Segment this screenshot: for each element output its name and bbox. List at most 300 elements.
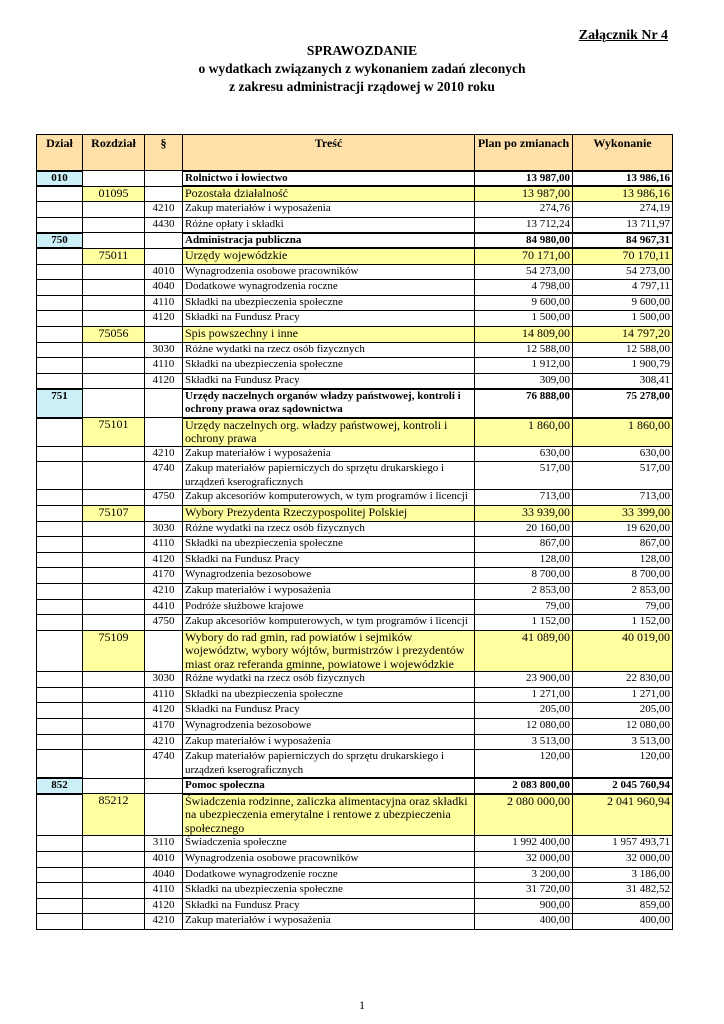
cell-wykonanie: 205,00 bbox=[573, 703, 673, 719]
table-row bbox=[37, 389, 673, 418]
cell-wykonanie: 3 186,00 bbox=[573, 867, 673, 883]
cell-tresc: Wynagrodzenia osobowe pracowników bbox=[183, 851, 475, 867]
table-row bbox=[37, 446, 673, 462]
cell-dzial bbox=[37, 734, 83, 750]
cell-dzial bbox=[37, 836, 83, 852]
cell-paragraf: 4040 bbox=[145, 867, 183, 883]
cell-wykonanie: 40 019,00 bbox=[573, 630, 673, 672]
cell-tresc: Podróże służbowe krajowe bbox=[183, 599, 475, 615]
table-row bbox=[37, 630, 673, 672]
table-row bbox=[37, 687, 673, 703]
cell-rozdzial bbox=[83, 311, 145, 327]
header-wykonanie: Wykonanie bbox=[573, 135, 673, 171]
cell-dzial bbox=[37, 568, 83, 584]
cell-plan: 1 992 400,00 bbox=[475, 836, 573, 852]
cell-plan: 3 513,00 bbox=[475, 734, 573, 750]
cell-paragraf: 3030 bbox=[145, 521, 183, 537]
table-row bbox=[37, 914, 673, 930]
cell-wykonanie: 12 588,00 bbox=[573, 342, 673, 358]
cell-dzial bbox=[37, 583, 83, 599]
cell-tresc: Zakup materiałów papierniczych do sprzętu drukarskiego i urządzeń kserograficznych bbox=[183, 462, 475, 490]
cell-tresc: Składki na ubezpieczenia społeczne bbox=[183, 358, 475, 374]
cell-rozdzial bbox=[83, 672, 145, 688]
cell-paragraf: 4120 bbox=[145, 373, 183, 389]
table-row bbox=[37, 202, 673, 218]
table-row bbox=[37, 703, 673, 719]
cell-rozdzial bbox=[83, 552, 145, 568]
cell-rozdzial bbox=[83, 446, 145, 462]
cell-tresc: Składki na Fundusz Pracy bbox=[183, 552, 475, 568]
cell-dzial bbox=[37, 794, 83, 836]
cell-tresc: Dodatkowe wynagrodzenie roczne bbox=[183, 867, 475, 883]
cell-plan: 205,00 bbox=[475, 703, 573, 719]
cell-wykonanie: 859,00 bbox=[573, 898, 673, 914]
cell-paragraf: 4110 bbox=[145, 295, 183, 311]
cell-wykonanie: 400,00 bbox=[573, 914, 673, 930]
cell-tresc: Zakup akcesoriów komputerowych, w tym programów i licencji bbox=[183, 615, 475, 631]
cell-plan: 120,00 bbox=[475, 750, 573, 779]
cell-dzial: 751 bbox=[37, 389, 83, 418]
cell-tresc: Składki na ubezpieczenia społeczne bbox=[183, 295, 475, 311]
table-body bbox=[37, 171, 673, 930]
cell-plan: 12 080,00 bbox=[475, 719, 573, 735]
cell-tresc: Zakup materiałów i wyposażenia bbox=[183, 914, 475, 930]
table-row bbox=[37, 898, 673, 914]
cell-dzial bbox=[37, 248, 83, 264]
cell-rozdzial bbox=[83, 373, 145, 389]
cell-paragraf bbox=[145, 506, 183, 522]
header-rozdzial: Rozdział bbox=[83, 135, 145, 171]
cell-tresc: Wynagrodzenia osobowe pracowników bbox=[183, 264, 475, 280]
cell-paragraf bbox=[145, 794, 183, 836]
cell-tresc: Administracja publiczna bbox=[183, 233, 475, 249]
report-title bbox=[0, 42, 724, 96]
cell-paragraf: 4750 bbox=[145, 490, 183, 506]
table-row bbox=[37, 490, 673, 506]
table-row bbox=[37, 867, 673, 883]
cell-tresc: Rolnictwo i łowiectwo bbox=[183, 171, 475, 187]
cell-dzial: 750 bbox=[37, 233, 83, 249]
cell-plan: 54 273,00 bbox=[475, 264, 573, 280]
cell-rozdzial bbox=[83, 750, 145, 779]
table-row bbox=[37, 358, 673, 374]
cell-paragraf: 4430 bbox=[145, 217, 183, 233]
cell-rozdzial bbox=[83, 703, 145, 719]
cell-plan: 70 171,00 bbox=[475, 248, 573, 264]
cell-dzial bbox=[37, 358, 83, 374]
cell-plan: 900,00 bbox=[475, 898, 573, 914]
cell-rozdzial bbox=[83, 883, 145, 899]
cell-rozdzial: 75109 bbox=[83, 630, 145, 672]
cell-wykonanie: 1 500,00 bbox=[573, 311, 673, 327]
table-row bbox=[37, 521, 673, 537]
cell-plan: 128,00 bbox=[475, 552, 573, 568]
cell-wykonanie: 9 600,00 bbox=[573, 295, 673, 311]
cell-paragraf bbox=[145, 778, 183, 794]
cell-dzial bbox=[37, 446, 83, 462]
table-row bbox=[37, 778, 673, 794]
cell-dzial bbox=[37, 326, 83, 342]
table-row bbox=[37, 599, 673, 615]
cell-tresc: Wynagrodzenia bezosobowe bbox=[183, 568, 475, 584]
cell-wykonanie: 13 986,16 bbox=[573, 171, 673, 187]
table-row bbox=[37, 418, 673, 447]
table-row bbox=[37, 719, 673, 735]
cell-wykonanie: 31 482,52 bbox=[573, 883, 673, 899]
cell-wykonanie: 1 152,00 bbox=[573, 615, 673, 631]
cell-dzial bbox=[37, 202, 83, 218]
cell-wykonanie: 33 399,00 bbox=[573, 506, 673, 522]
cell-tresc: Urzędy naczelnych organów władzy państwowej, kontroli i ochrony prawa oraz sądownictwa bbox=[183, 389, 475, 418]
cell-dzial bbox=[37, 687, 83, 703]
cell-wykonanie: 1 271,00 bbox=[573, 687, 673, 703]
cell-tresc: Wybory Prezydenta Rzeczypospolitej Polskiej bbox=[183, 506, 475, 522]
cell-paragraf: 4410 bbox=[145, 599, 183, 615]
cell-rozdzial bbox=[83, 389, 145, 418]
cell-tresc: Zakup materiałów papierniczych do sprzętu drukarskiego i urządzeń kserograficznych bbox=[183, 750, 475, 779]
cell-dzial bbox=[37, 490, 83, 506]
table-row bbox=[37, 552, 673, 568]
cell-wykonanie: 84 967,31 bbox=[573, 233, 673, 249]
cell-wykonanie: 2 045 760,94 bbox=[573, 778, 673, 794]
cell-dzial bbox=[37, 186, 83, 202]
cell-tresc: Urzędy naczelnych org. władzy państwowej, kontroli i ochrony prawa bbox=[183, 418, 475, 447]
cell-rozdzial bbox=[83, 867, 145, 883]
cell-wykonanie: 867,00 bbox=[573, 537, 673, 553]
cell-plan: 2 083 800,00 bbox=[475, 778, 573, 794]
cell-rozdzial bbox=[83, 568, 145, 584]
cell-tresc: Składki na ubezpieczenia społeczne bbox=[183, 687, 475, 703]
title-line-2: o wydatkach związanych z wykonaniem zadań zleconych bbox=[198, 61, 526, 76]
cell-plan: 9 600,00 bbox=[475, 295, 573, 311]
title-line-3: z zakresu administracji rządowej w 2010 roku bbox=[229, 79, 495, 94]
cell-paragraf bbox=[145, 630, 183, 672]
table-row bbox=[37, 326, 673, 342]
cell-dzial bbox=[37, 883, 83, 899]
cell-wykonanie: 120,00 bbox=[573, 750, 673, 779]
table-row bbox=[37, 851, 673, 867]
cell-rozdzial bbox=[83, 734, 145, 750]
cell-paragraf: 3030 bbox=[145, 672, 183, 688]
cell-wykonanie: 1 957 493,71 bbox=[573, 836, 673, 852]
cell-wykonanie: 1 860,00 bbox=[573, 418, 673, 447]
cell-wykonanie: 2 041 960,94 bbox=[573, 794, 673, 836]
cell-paragraf: 4210 bbox=[145, 446, 183, 462]
cell-tresc: Urzędy wojewódzkie bbox=[183, 248, 475, 264]
cell-tresc: Świadczenia rodzinne, zaliczka alimentacyjna oraz składki na ubezpieczenia emerytalne i rentowe z ubezpieczenia społecznego bbox=[183, 794, 475, 836]
cell-dzial bbox=[37, 311, 83, 327]
cell-tresc: Świadczenia społeczne bbox=[183, 836, 475, 852]
cell-tresc: Zakup materiałów i wyposażenia bbox=[183, 446, 475, 462]
cell-tresc: Różne wydatki na rzecz osób fizycznych bbox=[183, 521, 475, 537]
cell-tresc: Pomoc społeczna bbox=[183, 778, 475, 794]
cell-tresc: Różne wydatki na rzecz osób fizycznych bbox=[183, 342, 475, 358]
cell-rozdzial bbox=[83, 537, 145, 553]
cell-dzial bbox=[37, 750, 83, 779]
cell-paragraf: 4170 bbox=[145, 719, 183, 735]
cell-paragraf: 4740 bbox=[145, 462, 183, 490]
cell-wykonanie: 22 830,00 bbox=[573, 672, 673, 688]
cell-plan: 1 912,00 bbox=[475, 358, 573, 374]
cell-plan: 713,00 bbox=[475, 490, 573, 506]
cell-wykonanie: 75 278,00 bbox=[573, 389, 673, 418]
cell-rozdzial: 75101 bbox=[83, 418, 145, 447]
table-row bbox=[37, 883, 673, 899]
cell-wykonanie: 713,00 bbox=[573, 490, 673, 506]
cell-plan: 20 160,00 bbox=[475, 521, 573, 537]
cell-paragraf: 4010 bbox=[145, 264, 183, 280]
cell-tresc: Zakup materiałów i wyposażenia bbox=[183, 583, 475, 599]
cell-dzial bbox=[37, 506, 83, 522]
table-row bbox=[37, 537, 673, 553]
table-row bbox=[37, 171, 673, 187]
table-header-row bbox=[37, 135, 673, 171]
cell-wykonanie: 19 620,00 bbox=[573, 521, 673, 537]
cell-rozdzial bbox=[83, 836, 145, 852]
cell-plan: 274,76 bbox=[475, 202, 573, 218]
cell-tresc: Składki na Fundusz Pracy bbox=[183, 373, 475, 389]
cell-tresc: Zakup akcesoriów komputerowych, w tym programów i licencji bbox=[183, 490, 475, 506]
cell-rozdzial bbox=[83, 521, 145, 537]
table-row bbox=[37, 373, 673, 389]
cell-dzial bbox=[37, 217, 83, 233]
cell-dzial bbox=[37, 719, 83, 735]
table-row bbox=[37, 295, 673, 311]
cell-wykonanie: 70 170,11 bbox=[573, 248, 673, 264]
cell-dzial bbox=[37, 295, 83, 311]
cell-rozdzial bbox=[83, 599, 145, 615]
cell-rozdzial bbox=[83, 490, 145, 506]
expenditure-table bbox=[36, 134, 673, 930]
cell-paragraf: 4110 bbox=[145, 537, 183, 553]
cell-rozdzial: 01095 bbox=[83, 186, 145, 202]
header-tresc: Treść bbox=[183, 135, 475, 171]
cell-plan: 2 080 000,00 bbox=[475, 794, 573, 836]
cell-dzial bbox=[37, 703, 83, 719]
cell-dzial bbox=[37, 373, 83, 389]
cell-tresc: Wybory do rad gmin, rad powiatów i sejmików województw, wybory wójtów, burmistrzów i prezydentów miast oraz referanda gminne, powiatowe i wojewódzkie bbox=[183, 630, 475, 672]
header-dzial: Dział bbox=[37, 135, 83, 171]
table-row bbox=[37, 734, 673, 750]
cell-paragraf: 4120 bbox=[145, 898, 183, 914]
cell-plan: 13 712,24 bbox=[475, 217, 573, 233]
cell-plan: 867,00 bbox=[475, 537, 573, 553]
cell-dzial bbox=[37, 898, 83, 914]
cell-wykonanie: 517,00 bbox=[573, 462, 673, 490]
cell-dzial bbox=[37, 914, 83, 930]
table-row bbox=[37, 568, 673, 584]
cell-rozdzial bbox=[83, 358, 145, 374]
cell-plan: 13 987,00 bbox=[475, 171, 573, 187]
cell-rozdzial: 75056 bbox=[83, 326, 145, 342]
cell-tresc: Różne opłaty i składki bbox=[183, 217, 475, 233]
cell-paragraf: 4120 bbox=[145, 311, 183, 327]
cell-rozdzial bbox=[83, 615, 145, 631]
cell-paragraf bbox=[145, 233, 183, 249]
cell-dzial bbox=[37, 672, 83, 688]
cell-paragraf: 4210 bbox=[145, 583, 183, 599]
cell-rozdzial bbox=[83, 719, 145, 735]
cell-tresc: Dodatkowe wynagrodzenia roczne bbox=[183, 280, 475, 296]
cell-rozdzial: 75107 bbox=[83, 506, 145, 522]
cell-dzial bbox=[37, 851, 83, 867]
cell-paragraf bbox=[145, 389, 183, 418]
cell-dzial bbox=[37, 521, 83, 537]
table-row bbox=[37, 583, 673, 599]
cell-tresc: Składki na ubezpieczenia społeczne bbox=[183, 537, 475, 553]
cell-rozdzial bbox=[83, 171, 145, 187]
cell-dzial bbox=[37, 599, 83, 615]
cell-tresc: Składki na Fundusz Pracy bbox=[183, 703, 475, 719]
cell-plan: 1 860,00 bbox=[475, 418, 573, 447]
title-line-1: SPRAWOZDANIE bbox=[306, 43, 418, 58]
cell-paragraf: 3030 bbox=[145, 342, 183, 358]
cell-dzial bbox=[37, 867, 83, 883]
cell-tresc: Zakup materiałów i wyposażenia bbox=[183, 202, 475, 218]
cell-plan: 3 200,00 bbox=[475, 867, 573, 883]
cell-dzial bbox=[37, 264, 83, 280]
cell-plan: 1 152,00 bbox=[475, 615, 573, 631]
cell-wykonanie: 128,00 bbox=[573, 552, 673, 568]
table-row bbox=[37, 186, 673, 202]
cell-dzial bbox=[37, 552, 83, 568]
cell-plan: 76 888,00 bbox=[475, 389, 573, 418]
cell-plan: 309,00 bbox=[475, 373, 573, 389]
table-row bbox=[37, 462, 673, 490]
cell-plan: 8 700,00 bbox=[475, 568, 573, 584]
table-row bbox=[37, 217, 673, 233]
table-row bbox=[37, 264, 673, 280]
cell-wykonanie: 630,00 bbox=[573, 446, 673, 462]
cell-plan: 14 809,00 bbox=[475, 326, 573, 342]
cell-paragraf bbox=[145, 418, 183, 447]
cell-plan: 400,00 bbox=[475, 914, 573, 930]
cell-dzial bbox=[37, 630, 83, 672]
cell-paragraf: 4210 bbox=[145, 202, 183, 218]
cell-paragraf bbox=[145, 248, 183, 264]
cell-dzial bbox=[37, 462, 83, 490]
cell-rozdzial bbox=[83, 217, 145, 233]
cell-rozdzial bbox=[83, 264, 145, 280]
cell-plan: 84 980,00 bbox=[475, 233, 573, 249]
cell-plan: 31 720,00 bbox=[475, 883, 573, 899]
cell-paragraf: 4210 bbox=[145, 914, 183, 930]
cell-paragraf: 4010 bbox=[145, 851, 183, 867]
cell-paragraf: 4210 bbox=[145, 734, 183, 750]
table-row bbox=[37, 506, 673, 522]
cell-rozdzial bbox=[83, 583, 145, 599]
cell-dzial: 852 bbox=[37, 778, 83, 794]
cell-tresc: Składki na ubezpieczenia społeczne bbox=[183, 883, 475, 899]
page-number: 1 bbox=[359, 998, 365, 1012]
cell-rozdzial bbox=[83, 233, 145, 249]
cell-plan: 79,00 bbox=[475, 599, 573, 615]
cell-plan: 32 000,00 bbox=[475, 851, 573, 867]
cell-dzial bbox=[37, 418, 83, 447]
cell-dzial bbox=[37, 537, 83, 553]
cell-wykonanie: 4 797,11 bbox=[573, 280, 673, 296]
cell-dzial bbox=[37, 615, 83, 631]
cell-paragraf: 4750 bbox=[145, 615, 183, 631]
cell-paragraf: 4110 bbox=[145, 883, 183, 899]
cell-tresc: Wynagrodzenia bezosobowe bbox=[183, 719, 475, 735]
cell-rozdzial bbox=[83, 687, 145, 703]
cell-rozdzial: 85212 bbox=[83, 794, 145, 836]
table-row bbox=[37, 342, 673, 358]
cell-wykonanie: 79,00 bbox=[573, 599, 673, 615]
table-row bbox=[37, 311, 673, 327]
table-row bbox=[37, 233, 673, 249]
cell-rozdzial bbox=[83, 462, 145, 490]
table-row bbox=[37, 794, 673, 836]
cell-rozdzial bbox=[83, 914, 145, 930]
cell-rozdzial bbox=[83, 778, 145, 794]
annex-label: Załącznik Nr 4 bbox=[578, 28, 668, 43]
cell-tresc: Zakup materiałów i wyposażenia bbox=[183, 734, 475, 750]
cell-tresc: Składki na Fundusz Pracy bbox=[183, 311, 475, 327]
cell-plan: 12 588,00 bbox=[475, 342, 573, 358]
cell-rozdzial bbox=[83, 342, 145, 358]
cell-plan: 517,00 bbox=[475, 462, 573, 490]
cell-paragraf: 4170 bbox=[145, 568, 183, 584]
cell-wykonanie: 3 513,00 bbox=[573, 734, 673, 750]
table-row bbox=[37, 615, 673, 631]
cell-tresc: Spis powszechny i inne bbox=[183, 326, 475, 342]
cell-plan: 33 939,00 bbox=[475, 506, 573, 522]
cell-wykonanie: 13 986,16 bbox=[573, 186, 673, 202]
cell-rozdzial: 75011 bbox=[83, 248, 145, 264]
cell-plan: 630,00 bbox=[475, 446, 573, 462]
cell-rozdzial bbox=[83, 898, 145, 914]
table-row bbox=[37, 248, 673, 264]
cell-wykonanie: 54 273,00 bbox=[573, 264, 673, 280]
cell-wykonanie: 12 080,00 bbox=[573, 719, 673, 735]
table-row bbox=[37, 672, 673, 688]
cell-plan: 1 271,00 bbox=[475, 687, 573, 703]
cell-paragraf bbox=[145, 186, 183, 202]
cell-tresc: Pozostała działalność bbox=[183, 186, 475, 202]
cell-plan: 23 900,00 bbox=[475, 672, 573, 688]
cell-tresc: Różne wydatki na rzecz osób fizycznych bbox=[183, 672, 475, 688]
cell-wykonanie: 274,19 bbox=[573, 202, 673, 218]
cell-plan: 2 853,00 bbox=[475, 583, 573, 599]
header-plan: Plan po zmianach bbox=[475, 135, 573, 171]
header-paragraf: § bbox=[145, 135, 183, 171]
cell-plan: 4 798,00 bbox=[475, 280, 573, 296]
cell-wykonanie: 2 853,00 bbox=[573, 583, 673, 599]
cell-paragraf: 4740 bbox=[145, 750, 183, 779]
cell-dzial bbox=[37, 342, 83, 358]
cell-rozdzial bbox=[83, 851, 145, 867]
table-row bbox=[37, 280, 673, 296]
cell-paragraf bbox=[145, 326, 183, 342]
cell-dzial bbox=[37, 280, 83, 296]
cell-plan: 1 500,00 bbox=[475, 311, 573, 327]
table-row bbox=[37, 836, 673, 852]
cell-wykonanie: 32 000,00 bbox=[573, 851, 673, 867]
cell-paragraf: 4110 bbox=[145, 687, 183, 703]
cell-rozdzial bbox=[83, 295, 145, 311]
cell-rozdzial bbox=[83, 202, 145, 218]
cell-wykonanie: 8 700,00 bbox=[573, 568, 673, 584]
cell-paragraf bbox=[145, 171, 183, 187]
cell-paragraf: 4110 bbox=[145, 358, 183, 374]
cell-wykonanie: 308,41 bbox=[573, 373, 673, 389]
cell-plan: 13 987,00 bbox=[475, 186, 573, 202]
cell-dzial: 010 bbox=[37, 171, 83, 187]
cell-tresc: Składki na Fundusz Pracy bbox=[183, 898, 475, 914]
cell-paragraf: 4120 bbox=[145, 703, 183, 719]
